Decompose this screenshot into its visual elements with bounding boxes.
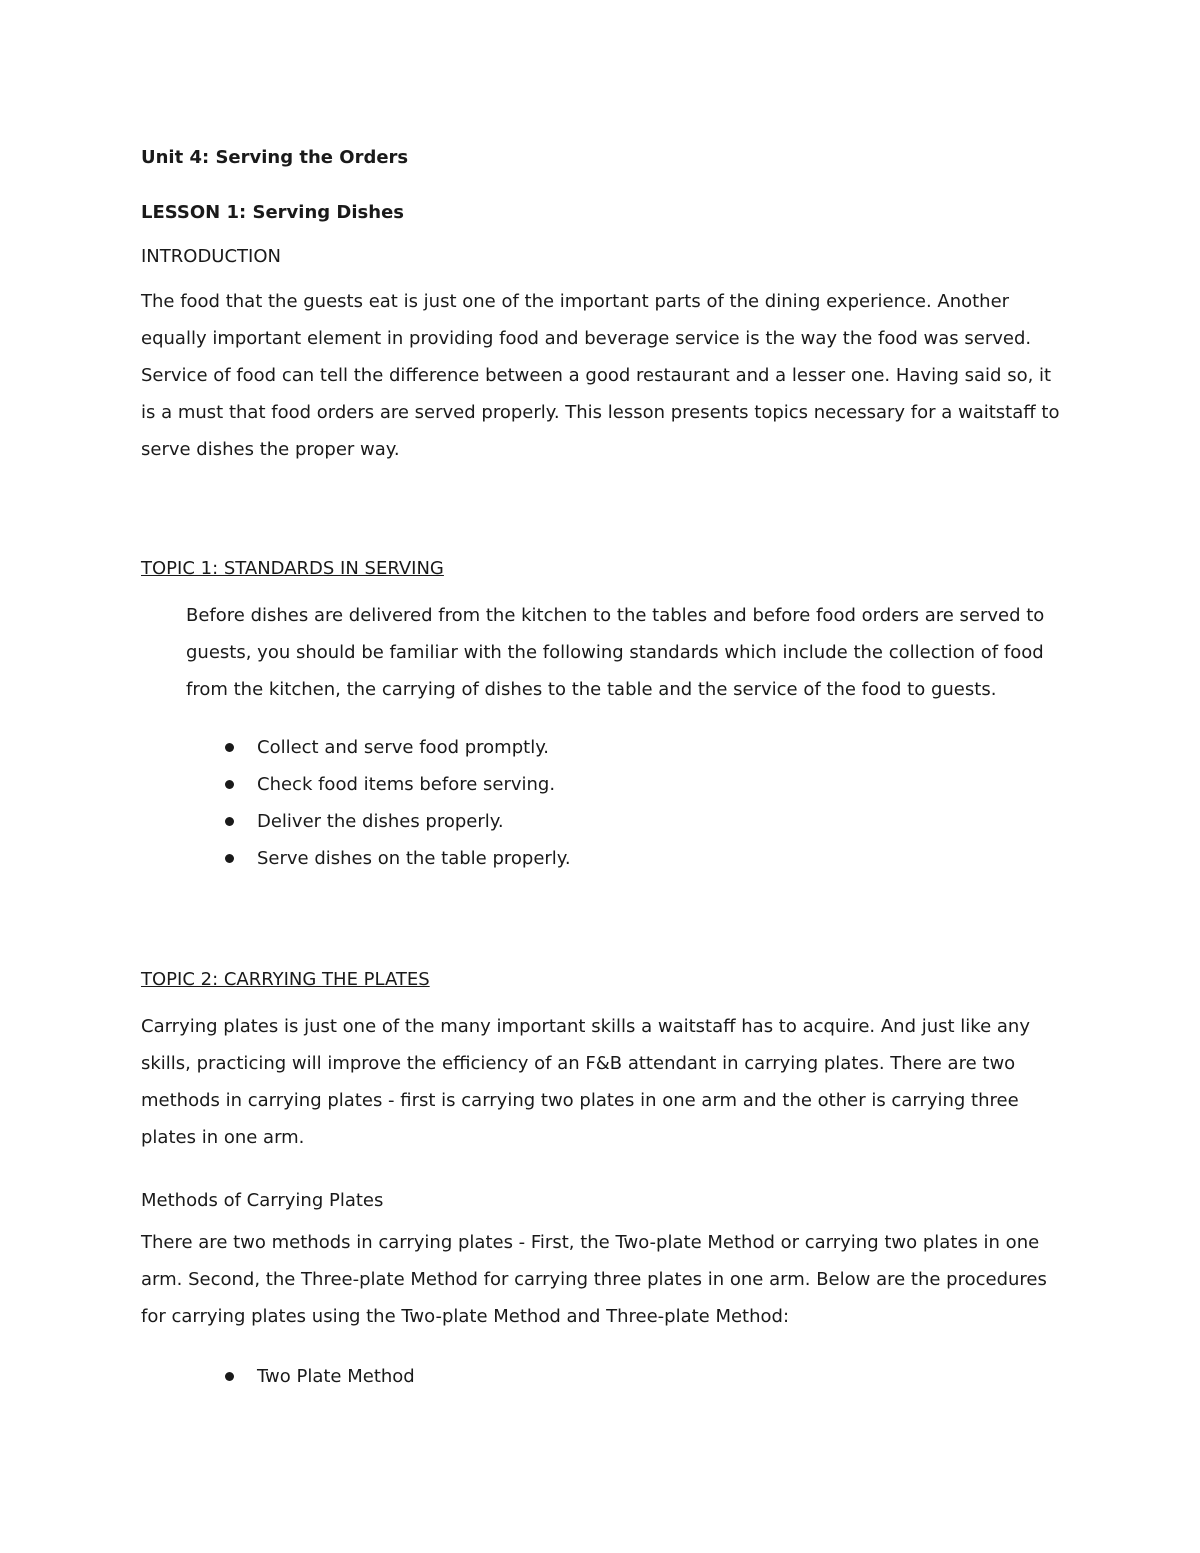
bullet-dot-icon (225, 854, 234, 863)
intro-label: INTRODUCTION (141, 246, 281, 267)
list-item: Deliver the dishes properly. (220, 803, 571, 840)
list-item: Two Plate Method (220, 1358, 415, 1395)
topic2-heading: TOPIC 2: CARRYING THE PLATES (141, 969, 430, 990)
topic1-paragraph: Before dishes are delivered from the kitchen to the tables and before food orders are served to guests, you should be familiar with the following standards which include the collection of food from the kitchen, the carrying of dishes to the table and the service of the food to guests. (186, 605, 1045, 700)
list-item: Collect and serve food promptly. (220, 729, 571, 766)
bullet-dot-icon (225, 1372, 234, 1381)
unit-title: Unit 4: Serving the Orders (141, 147, 409, 168)
bullet-dot-icon (225, 780, 234, 789)
topic2-paragraph: Carrying plates is just one of the many important skills a waitstaff has to acquire. And just like any skills, practicing will improve the efficiency of an F&B attendant in carrying plates. There are two methods in carrying plates - first is carrying two plates in one arm and the other is carrying three plates in one arm. (141, 1016, 1030, 1148)
bullet-dot-icon (225, 743, 234, 752)
topic2-bullet-list (220, 1358, 415, 1395)
lesson-title: LESSON 1: Serving Dishes (141, 202, 404, 223)
methods-paragraph: There are two methods in carrying plates - First, the Two-plate Method or carrying two plates in one arm. Second, the Three-plate Method for carrying three plates in one arm. Below are the procedures for carrying plates using the Two-plate Method and Three-plate Method: (141, 1232, 1047, 1327)
intro-paragraph: The food that the guests eat is just one of the important parts of the dining experience. Another equally important element in providing food and beverage service is the way the food was served. Service of food can tell the difference between a good restaurant and a lesser one. Having said so, it is a must that food orders are served properly. This lesson presents topics necessary for a waitstaff to serve dishes the proper way. (141, 291, 1060, 460)
bullet-dot-icon (225, 817, 234, 826)
list-item: Check food items before serving. (220, 766, 571, 803)
list-item: Serve dishes on the table properly. (220, 840, 571, 877)
topic1-heading: TOPIC 1: STANDARDS IN SERVING (141, 558, 444, 579)
topic1-bullet-list (220, 729, 571, 877)
methods-subheading: Methods of Carrying Plates (141, 1190, 384, 1211)
